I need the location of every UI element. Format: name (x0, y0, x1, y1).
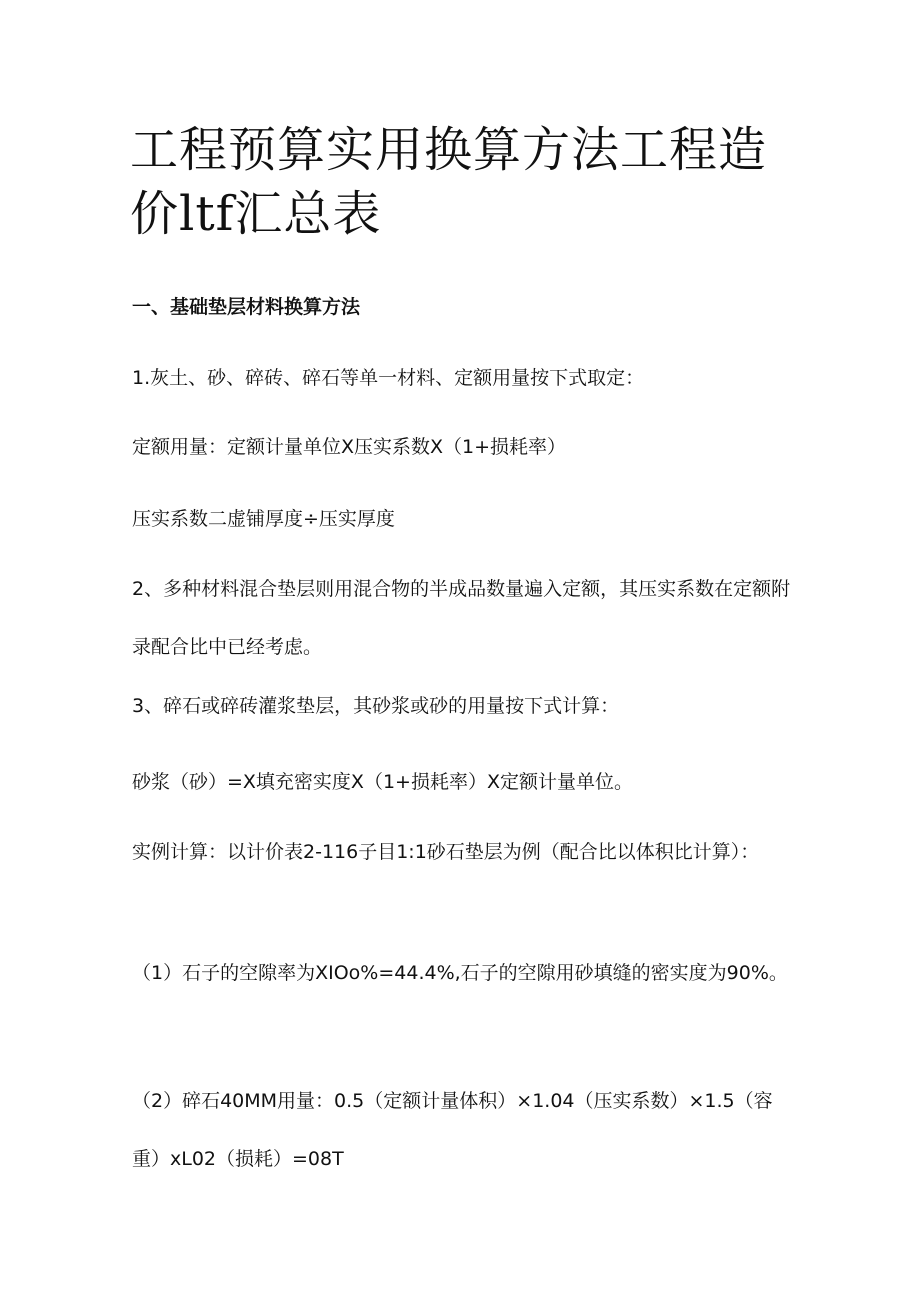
paragraph-8: （1）石子的空隙率为XIOo%=44.4%,石子的空隙用砂填缝的密实度为90%。 (132, 962, 788, 984)
paragraph-1: 1.灰土、砂、碎砖、碎石等单一材料、定额用量按下式取定： (132, 367, 645, 389)
section-heading: 一、基础垫层材料换算方法 (132, 296, 361, 318)
paragraph-5: 3、碎石或碎砖灌浆垫层，其砂浆或砂的用量按下式计算： (132, 695, 620, 717)
paragraph-2: 定额用量：定额计量单位X压实系数X（1+损耗率） (132, 436, 567, 458)
document-title: 工程预算实用换算方法工程造价ltf汇总表 (130, 122, 768, 242)
paragraph-3: 压实系数二虚铺厚度÷压实厚度 (132, 508, 395, 530)
paragraph-4: 2、多种材料混合垫层则用混合物的半成品数量遍入定额，其压实系数在定额附录配合比中已经考虑。 (132, 578, 791, 658)
paragraph-9: （2）碎石40MM用量：0.5（定额计量体积）×1.04（压实系数）×1.5（容重）xL02（损耗）=08T (132, 1090, 773, 1170)
paragraph-6: 砂浆（砂）=X填充密实度X（1+损耗率）X定额计量单位。 (132, 771, 633, 793)
paragraph-7: 实例计算：以计价表2-116子目1:1砂石垫层为例（配合比以体积比计算）： (132, 841, 760, 863)
